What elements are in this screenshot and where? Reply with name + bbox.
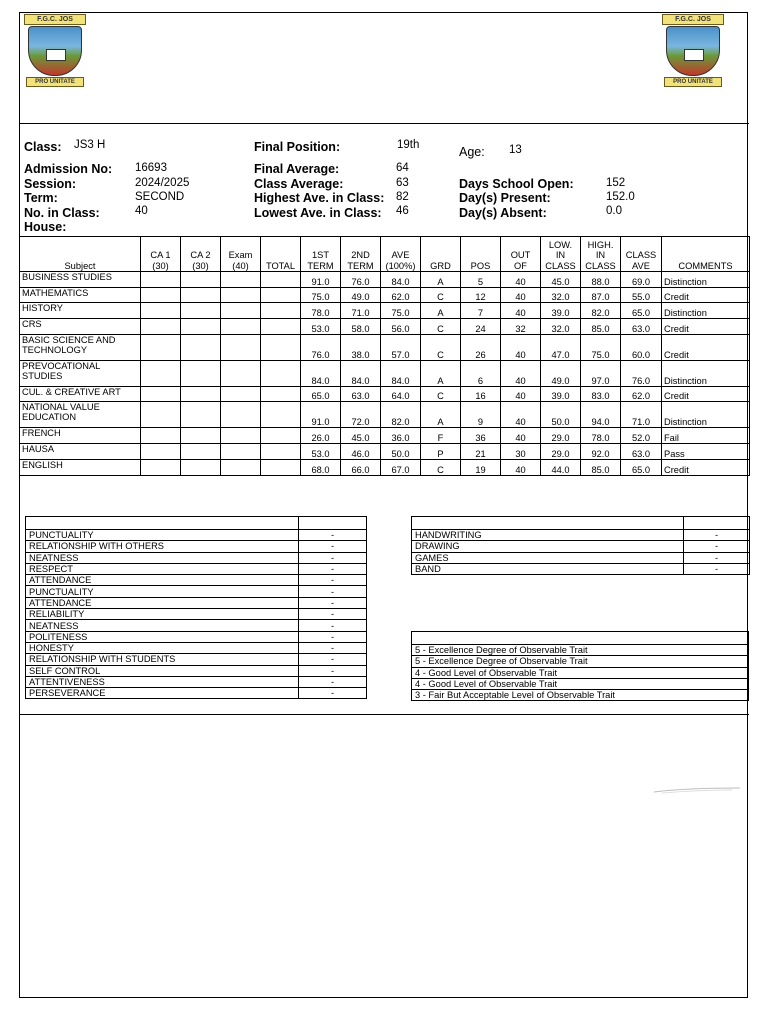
position-cell: 26 <box>461 334 501 360</box>
comment-cell: Credit <box>662 459 750 475</box>
final-position-value: 19th <box>397 139 420 151</box>
average-cell: 50.0 <box>381 444 421 460</box>
list-item: ATTENDANCE - <box>26 597 367 608</box>
class-average-cell: 63.0 <box>621 444 662 460</box>
class-average-cell: 76.0 <box>621 360 662 386</box>
second-term-cell: 71.0 <box>341 303 381 319</box>
days-absent-value: 0.0 <box>606 205 622 217</box>
list-item: HONESTY - <box>26 642 367 653</box>
comment-cell: Distinction <box>662 303 750 319</box>
highest-average-label: Highest Ave. in Class: <box>254 191 385 205</box>
second-term-cell: 49.0 <box>341 287 381 303</box>
house-label: House: <box>24 220 67 234</box>
second-term-cell: 72.0 <box>341 402 381 428</box>
out-of-cell: 40 <box>501 334 541 360</box>
position-cell: 19 <box>461 459 501 475</box>
out-of-cell: 40 <box>501 287 541 303</box>
col-comments: COMMENTS <box>662 237 750 272</box>
class-average-cell: 62.0 <box>621 386 662 402</box>
col-total: TOTAL <box>261 237 301 272</box>
comment-cell: Fail <box>662 428 750 444</box>
comment-cell: Credit <box>662 287 750 303</box>
table-row <box>20 386 750 402</box>
grade-cell: C <box>421 287 461 303</box>
grade-cell: A <box>421 402 461 428</box>
second-term-cell: 38.0 <box>341 334 381 360</box>
second-term-cell: 46.0 <box>341 444 381 460</box>
class-average-cell: 65.0 <box>621 303 662 319</box>
high-cell: 94.0 <box>581 402 621 428</box>
list-item: GAMES - <box>412 552 750 563</box>
second-term-cell: 45.0 <box>341 428 381 444</box>
grade-cell: C <box>421 386 461 402</box>
high-cell: 85.0 <box>581 319 621 335</box>
average-cell: 36.0 <box>381 428 421 444</box>
table-row <box>20 287 750 303</box>
comment-cell: Pass <box>662 444 750 460</box>
out-of-cell: 40 <box>501 386 541 402</box>
logo-shield <box>666 26 720 76</box>
session-value: 2024/2025 <box>135 177 190 189</box>
list-item: DRAWING - <box>412 541 750 552</box>
logo-motto: PRO UNITATE <box>664 77 722 87</box>
position-cell: 6 <box>461 360 501 386</box>
subject-cell: HISTORY <box>20 303 141 319</box>
low-cell: 47.0 <box>541 334 581 360</box>
list-item: NEATNESS - <box>26 552 367 563</box>
subject-cell: MATHEMATICS <box>20 287 141 303</box>
low-cell: 50.0 <box>541 402 581 428</box>
grade-cell: C <box>421 459 461 475</box>
subject-cell: FRENCH <box>20 428 141 444</box>
high-cell: 97.0 <box>581 360 621 386</box>
book-icon <box>46 49 66 61</box>
class-label: Class: <box>24 140 62 154</box>
list-item: PUNCTUALITY - <box>26 586 367 597</box>
no-in-class-value: 40 <box>135 205 148 217</box>
admission-label: Admission No: <box>24 162 113 176</box>
first-term-cell: 53.0 <box>301 319 341 335</box>
traits-divider <box>19 714 749 715</box>
list-item: 5 - Excellence Degree of Observable Trait <box>412 656 749 667</box>
logo-banner: F.G.C. JOS <box>24 14 86 25</box>
col-ca2: CA 2 (30) <box>181 237 221 272</box>
second-term-cell: 76.0 <box>341 272 381 288</box>
low-cell: 29.0 <box>541 428 581 444</box>
subject-cell: CRS <box>20 319 141 335</box>
first-term-cell: 78.0 <box>301 303 341 319</box>
final-position-label: Final Position: <box>254 140 341 154</box>
first-term-cell: 76.0 <box>301 334 341 360</box>
average-cell: 67.0 <box>381 459 421 475</box>
out-of-cell: 40 <box>501 360 541 386</box>
low-cell: 49.0 <box>541 360 581 386</box>
grade-cell: A <box>421 272 461 288</box>
high-cell: 78.0 <box>581 428 621 444</box>
high-cell: 88.0 <box>581 272 621 288</box>
average-cell: 84.0 <box>381 272 421 288</box>
table-row <box>20 459 750 475</box>
book-icon <box>684 49 704 61</box>
col-low-in-class: LOW. IN CLASS <box>541 237 581 272</box>
logo-banner: F.G.C. JOS <box>662 14 724 25</box>
days-present-label: Day(s) Present: <box>459 191 551 205</box>
days-open-label: Days School Open: <box>459 177 574 191</box>
comment-cell: Distinction <box>662 360 750 386</box>
col-first-term: 1ST TERM <box>301 237 341 272</box>
grades-table <box>19 236 750 476</box>
col-second-term: 2ND TERM <box>341 237 381 272</box>
out-of-cell: 40 <box>501 402 541 428</box>
age-label: Age: <box>459 145 485 159</box>
first-term-cell: 84.0 <box>301 360 341 386</box>
high-cell: 82.0 <box>581 303 621 319</box>
table-row <box>20 303 750 319</box>
list-item: NEATNESS - <box>26 620 367 631</box>
out-of-cell: 40 <box>501 459 541 475</box>
page-border <box>19 12 748 998</box>
session-label: Session: <box>24 177 77 191</box>
list-item: RESPECT - <box>26 563 367 574</box>
average-cell: 84.0 <box>381 360 421 386</box>
average-cell: 57.0 <box>381 334 421 360</box>
comment-cell: Credit <box>662 386 750 402</box>
class-average-cell: 71.0 <box>621 402 662 428</box>
grade-cell: C <box>421 319 461 335</box>
table-row <box>20 428 750 444</box>
lowest-average-value: 46 <box>396 205 409 217</box>
list-item: ATTENDANCE - <box>26 575 367 586</box>
first-term-cell: 68.0 <box>301 459 341 475</box>
col-high-in-class: HIGH. IN CLASS <box>581 237 621 272</box>
position-cell: 9 <box>461 402 501 428</box>
class-average-cell: 52.0 <box>621 428 662 444</box>
admission-value: 16693 <box>135 162 167 174</box>
high-cell: 75.0 <box>581 334 621 360</box>
term-label: Term: <box>24 191 58 205</box>
subject-cell: BUSINESS STUDIES <box>20 272 141 288</box>
first-term-cell: 75.0 <box>301 287 341 303</box>
table-row <box>20 444 750 460</box>
comment-cell: Credit <box>662 334 750 360</box>
subject-cell: HAUSA <box>20 444 141 460</box>
signature-stroke <box>652 786 742 794</box>
col-position: POS <box>461 237 501 272</box>
list-item: RELIABILITY - <box>26 609 367 620</box>
out-of-cell: 40 <box>501 272 541 288</box>
list-item: RELATIONSHIP WITH STUDENTS - <box>26 654 367 665</box>
list-item: 4 - Good Level of Observable Trait <box>412 678 749 689</box>
final-average-value: 64 <box>396 162 409 174</box>
grade-cell: F <box>421 428 461 444</box>
high-cell: 85.0 <box>581 459 621 475</box>
class-average-cell: 55.0 <box>621 287 662 303</box>
out-of-cell: 40 <box>501 428 541 444</box>
first-term-cell: 26.0 <box>301 428 341 444</box>
low-cell: 32.0 <box>541 287 581 303</box>
header-divider <box>19 123 749 124</box>
psychomotor-traits-table <box>411 516 750 575</box>
table-row <box>20 319 750 335</box>
col-average: AVE (100%) <box>381 237 421 272</box>
comment-cell: Credit <box>662 319 750 335</box>
average-cell: 82.0 <box>381 402 421 428</box>
position-cell: 12 <box>461 287 501 303</box>
grade-cell: A <box>421 303 461 319</box>
class-value: JS3 H <box>74 139 106 151</box>
list-item: HANDWRITING - <box>412 530 750 541</box>
highest-average-value: 82 <box>396 191 409 203</box>
class-average-cell: 63.0 <box>621 319 662 335</box>
out-of-cell: 40 <box>501 303 541 319</box>
table-row <box>20 272 750 288</box>
list-item: PUNCTUALITY - <box>26 530 367 541</box>
subject-cell: BASIC SCIENCE AND TECHNOLOGY <box>20 334 141 360</box>
average-cell: 64.0 <box>381 386 421 402</box>
out-of-cell: 30 <box>501 444 541 460</box>
low-cell: 32.0 <box>541 319 581 335</box>
col-ca1: CA 1 (30) <box>141 237 181 272</box>
first-term-cell: 65.0 <box>301 386 341 402</box>
days-present-value: 152.0 <box>606 191 635 203</box>
list-item: SELF CONTROL - <box>26 665 367 676</box>
list-item: ATTENTIVENESS - <box>26 676 367 687</box>
col-subject: Subject <box>20 237 141 272</box>
average-cell: 56.0 <box>381 319 421 335</box>
out-of-cell: 32 <box>501 319 541 335</box>
no-in-class-label: No. in Class: <box>24 206 100 220</box>
first-term-cell: 91.0 <box>301 272 341 288</box>
grade-cell: A <box>421 360 461 386</box>
low-cell: 39.0 <box>541 386 581 402</box>
position-cell: 21 <box>461 444 501 460</box>
table-row <box>20 334 750 360</box>
position-cell: 5 <box>461 272 501 288</box>
high-cell: 87.0 <box>581 287 621 303</box>
days-absent-label: Day(s) Absent: <box>459 206 547 220</box>
grade-cell: P <box>421 444 461 460</box>
list-item: 4 - Good Level of Observable Trait <box>412 667 749 678</box>
grade-cell: C <box>421 334 461 360</box>
comment-cell: Distinction <box>662 402 750 428</box>
table-row <box>20 360 750 386</box>
second-term-cell: 66.0 <box>341 459 381 475</box>
average-cell: 75.0 <box>381 303 421 319</box>
list-item: RELATIONSHIP WITH OTHERS - <box>26 541 367 552</box>
lowest-average-label: Lowest Ave. in Class: <box>254 206 382 220</box>
school-logo-left <box>24 14 86 88</box>
col-exam: Exam (40) <box>221 237 261 272</box>
class-average-cell: 65.0 <box>621 459 662 475</box>
high-cell: 92.0 <box>581 444 621 460</box>
position-cell: 7 <box>461 303 501 319</box>
subject-cell: NATIONAL VALUE EDUCATION <box>20 402 141 428</box>
days-open-value: 152 <box>606 177 626 189</box>
list-item: BAND - <box>412 563 750 574</box>
position-cell: 16 <box>461 386 501 402</box>
position-cell: 24 <box>461 319 501 335</box>
second-term-cell: 84.0 <box>341 360 381 386</box>
class-average-value: 63 <box>396 177 409 189</box>
low-cell: 45.0 <box>541 272 581 288</box>
list-item: 5 - Excellence Degree of Observable Trait <box>412 645 749 656</box>
school-logo-right <box>662 14 724 88</box>
subject-cell: CUL. & CREATIVE ART <box>20 386 141 402</box>
age-value: 13 <box>509 144 522 156</box>
low-cell: 44.0 <box>541 459 581 475</box>
subject-cell: PREVOCATIONAL STUDIES <box>20 360 141 386</box>
list-item: PERSEVERANCE - <box>26 688 367 699</box>
high-cell: 83.0 <box>581 386 621 402</box>
term-value: SECOND <box>135 191 185 203</box>
low-cell: 39.0 <box>541 303 581 319</box>
second-term-cell: 63.0 <box>341 386 381 402</box>
first-term-cell: 53.0 <box>301 444 341 460</box>
second-term-cell: 58.0 <box>341 319 381 335</box>
col-class-average: CLASS AVE <box>621 237 662 272</box>
grades-header-row <box>20 237 750 272</box>
logo-motto: PRO UNITATE <box>26 77 84 87</box>
table-row <box>20 402 750 428</box>
col-grade: GRD <box>421 237 461 272</box>
class-average-cell: 69.0 <box>621 272 662 288</box>
logo-shield <box>28 26 82 76</box>
col-out-of: OUT OF <box>501 237 541 272</box>
list-item: 3 - Fair But Acceptable Level of Observable Trait <box>412 690 749 701</box>
class-average-label: Class Average: <box>254 177 344 191</box>
average-cell: 62.0 <box>381 287 421 303</box>
position-cell: 36 <box>461 428 501 444</box>
first-term-cell: 91.0 <box>301 402 341 428</box>
subject-cell: ENGLISH <box>20 459 141 475</box>
comment-cell: Distinction <box>662 272 750 288</box>
rating-key-table <box>411 631 749 701</box>
list-item: POLITENESS - <box>26 631 367 642</box>
class-average-cell: 60.0 <box>621 334 662 360</box>
low-cell: 29.0 <box>541 444 581 460</box>
affective-traits-table <box>25 516 367 699</box>
final-average-label: Final Average: <box>254 162 340 176</box>
